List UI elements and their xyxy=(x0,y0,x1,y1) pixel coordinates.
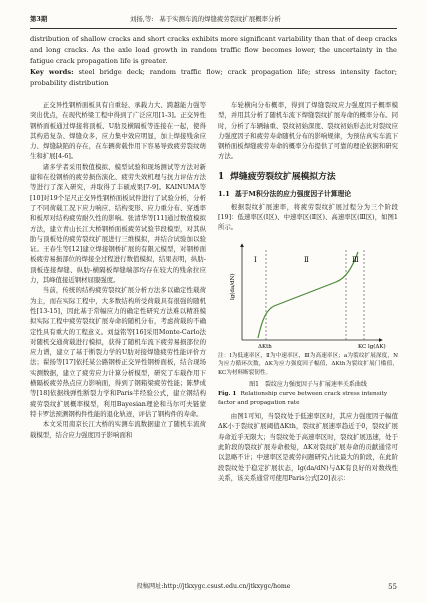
running-title xyxy=(130,10,281,28)
figure-caption-cn: 图1 裂纹应力强度因子与扩展速率关系曲线 xyxy=(249,381,367,389)
right-column xyxy=(218,100,398,483)
section-number: 1 xyxy=(218,171,225,182)
y-axis-label: lg(da/dN) xyxy=(230,273,236,300)
running-header xyxy=(30,10,397,29)
figure-1 xyxy=(218,238,398,408)
left-column xyxy=(30,100,206,440)
figure-caption-en xyxy=(218,390,398,407)
header-authors: 刘扬,等: xyxy=(130,15,154,23)
keywords-text: steel bridge deck; random traffic flow; crack propagation life; stress intensity factor; probability distribution xyxy=(30,68,397,87)
body-paragraph: 当前，传统的结构疲劳裂纹扩展分析方法多以确定性载荷为主，而在实际工程中，大多数结构所受荷载具有很强的随机性[13-15]，因此基于常幅应力的确定性研究方法难以精准模拟实际工程中疲劳裂纹扩展寿命的随机分布，考虑荷载的不确定性具有重大的工程意义。刘益铭等[16]采用Monte-Carlo法对随机交通荷载进行模拟，获得了随机车流下疲劳易损部位的应力谱，建立了基于断裂力学的U肋对接焊缝疲劳性能评价方法；翟扬等[17]依托某公路钢桥正交异性钢桥面板，结合现场实测数据，建立了疲劳应力计算分析模型，研究了车载作用下横隔板疲劳热点应力影响面，得到了钢箱梁疲劳性能；陈梦成等[18]依据线弹性断裂力学和Paris半经验公式，建立钢结构疲劳裂纹扩展概率模型，利用Bayesian理论和马尔可夫链蒙特卡罗法预测钢构件性能的退化轨迹，评估了钢构件的寿命。 xyxy=(30,286,206,418)
region-label-i: Ⅰ xyxy=(254,255,257,264)
body-paragraph: 根据裂纹扩展速率，将疲劳裂纹扩展过程分为三个阶段[19]：低速率区(Ⅰ区)、中速率区(Ⅱ区)、高速率区(Ⅲ区)，如图1所示。 xyxy=(218,202,398,232)
body-paragraph: 正交异性钢桥面板具有自重轻、承载力大、跨越能力强等突出优点，在现代桥梁工程中得到了广泛应用[1-3]。正交异性钢桥面板通过焊接将顶板、U肋及横隔板等连接在一起，使得其构造复杂、焊缝众多，应力集中效应明显，加上焊接残余应力、焊缝缺陷的存在，在车辆荷载作用下容易导致疲劳裂纹萌生和扩展[4-6]。 xyxy=(30,101,206,161)
issue-number: 第3期 xyxy=(30,15,48,23)
figure-note: 注：Ⅰ为低速率区，Ⅱ为中速率区，Ⅲ为高速率区；a为裂纹扩展深度，N为应力循环次数，ΔK为应力强度因子幅值，ΔKth为裂纹扩展门槛值，KC为材料断裂韧性。 xyxy=(218,352,398,376)
kc-label: KC xyxy=(358,343,367,350)
subsection-heading xyxy=(218,189,398,199)
body-paragraph: 本文采用南京长江大桥的实测车流数据建立了随机车流荷载模型，结合应力强度因子影响面和 xyxy=(30,420,206,439)
keywords-line xyxy=(30,67,397,89)
body-paragraph: 由图1可知，当裂纹处于低速率区时，其应力强度因子幅值ΔK小于裂纹扩展阈值ΔKth，裂纹扩展速率趋近于0，裂纹扩展寿命近乎无限大；当裂纹处于高速率区时，裂纹扩展迅速，处于此阶段的裂纹扩展寿命极短，ΔK对裂纹扩展寿命的贡献通常可以忽略不计；中速率区是疲劳问题研究占比最大的阶段，在此阶段裂纹处于稳定扩展状态，lg(da/dN)与ΔK有良好的对数线性关系，该关系通常可使用Paris公式[20]表示： xyxy=(218,412,398,482)
abstract-text: distribution of shallow cracks and short cracks exhibits more significant variability than that of deep cracks and long cracks. As the axle load growth in random traffic flow becomes lower, the uncertainty in the fatigue crack propagation life is greater. xyxy=(30,35,397,65)
region-label-iii: Ⅲ xyxy=(352,255,359,264)
header-article-title: 基于实测车流的焊缝疲劳裂纹扩展概率分析 xyxy=(159,15,281,23)
body-paragraph: 车轮横向分布概率，得到了焊缝裂纹应力强度因子概率模型，并用其分析了随机车流下焊缝裂纹扩展寿命的概率分布。同时，分析了车辆轴重、裂纹初始深度、裂纹初始形态比对裂纹应力强度因子和疲劳寿命随机分布的影响规律，为预估真实车流下钢桥面板焊缝疲劳寿命的概率分布提供了可靠的理论依据和研究方法。 xyxy=(218,101,398,161)
subsection-number: 1.1 xyxy=(218,189,230,198)
keywords-label: Key words: xyxy=(30,68,74,76)
dkth-label: ΔKth xyxy=(258,343,272,350)
page-footer xyxy=(30,582,397,592)
submission-website[interactable]: 投稿网址:http://jtkxygc.csust.edu.cn/jtkxygc/home xyxy=(136,583,291,590)
figure-label: Fig. 1 xyxy=(218,391,237,398)
page-number: 55 xyxy=(388,583,397,591)
body-paragraph: 诸多学者采用数值模拟、模型试验和现场测试等方法对新建和在役钢桥的疲劳损伤演化、疲劳失效机理与抗力评估方法等进行了深入研究，并取得了丰硕成果[7-9]。KAINUMA等[10]对19个足尺正交异性钢桥面板试件进行了试验分析，分析了不同荷载工况下应力响应、结构变形、应力重分布、穿透率和板厚对结构疲劳耐久性的影响。张清华等[11]通过数值模拟方法，建立青山长江大桥钢桥面板疲劳试验节段模型，对其纵肋与顶板处的疲劳裂纹扩展进行三维模拟，并结合试验加以验证。王春生等[12]建立焊接钢桥扩展的有限元模型，对钢桥面板疲劳易损部位的焊接全过程进行数值模拟，结果表明，纵肋-顶板连接焊缝、纵肋-横隔板焊缝端部均存在较大的残余拉应力，其峰值接近钢材屈服强度。 xyxy=(30,162,206,285)
subsection-title: 基于M积分法的应力强度因子计算理论 xyxy=(234,189,352,198)
section-heading xyxy=(218,171,398,183)
crack-growth-curve xyxy=(258,252,358,338)
region-label-ii: Ⅱ xyxy=(304,255,309,264)
section-title: 焊缝疲劳裂纹扩展模拟方法 xyxy=(230,171,336,182)
x-axis-label: lg(ΔK) xyxy=(368,343,386,350)
crack-growth-curve-diagram xyxy=(218,238,398,350)
figure-caption-en-text: Relationship curve between crack stress intensity factor and propagation rate xyxy=(218,391,388,406)
english-abstract xyxy=(30,34,397,89)
